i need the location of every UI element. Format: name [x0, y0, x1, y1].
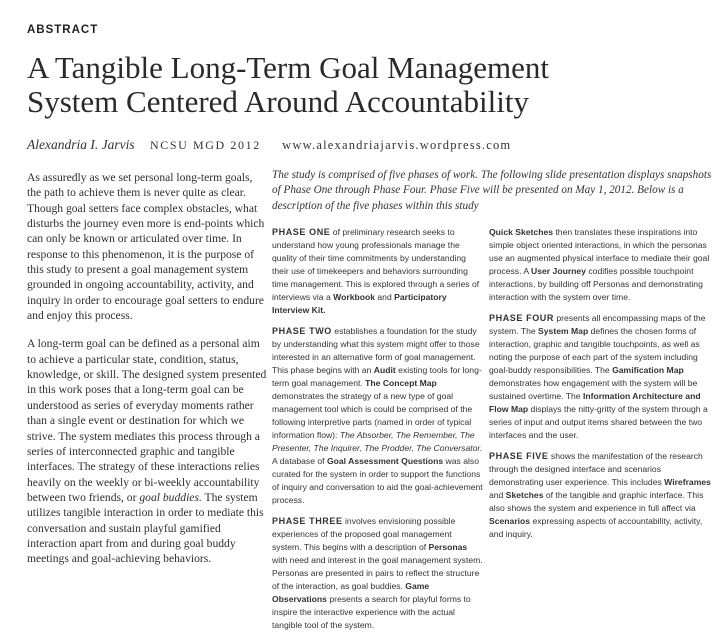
phase-three-bold-3: Quick Sketches	[489, 227, 554, 237]
phase-two-text-1: establishes a foundation for the study by understanding what this system might offer to those interested in an alternative form of goal management. This phase begins with an	[272, 326, 480, 375]
phase-three-start	[272, 515, 483, 632]
phases-column-1	[272, 226, 483, 640]
phase-five-text-3: of the tangible and graphic interface. This also shows the system and experience in full affect via	[489, 490, 704, 513]
phase-four-bold-3: Information Architecture and Flow Map	[489, 391, 701, 414]
phase-three-text-1: involves envisioning possible experiences of the proposed goal management system. This begins with a description of	[272, 516, 456, 552]
phase-one-bold-2: Participatory Interview Kit.	[272, 292, 447, 315]
phase-three-text-4: then translates these inspirations into simple object oriented interactions, in which the personas use an augmented physical interface to mediate their goal process. A	[489, 227, 710, 276]
phase-four-text-4: displays the nitty-gritty of the system through a series of input and output items shared between the two interfaces and the user.	[489, 404, 708, 440]
phase-five-text-1: shows the manifestation of the research through the designed interface and scenarios demonstrating user experience. This includes	[489, 451, 703, 487]
abstract-body	[27, 170, 267, 580]
phase-five-text-2: and	[489, 490, 506, 500]
phase-two-bold-3: Goal Assessment Questions	[326, 456, 444, 466]
phase-two-bold-2: The Concept Map	[365, 378, 437, 388]
phase-two-text-3: demonstrates the strategy of a new type of goal management tool which is could be comprised of the following interpretive parts (named in order of typical information flow):	[272, 391, 473, 440]
phase-three-label: PHASE THREE	[272, 516, 343, 526]
abstract-paragraph-2-a: A long-term goal can be defined as a personal aim to achieve a particular state, condition, status, knowledge, or skill. The designed system presented in this work poses that a long-term goal can be understood as series of everyday moments rather than a single event or destination for which we strive. The system mediates this process through a series of interconnected graphic and tangible interfaces. The strategy of these interactions relies heavily on the weekly or bi-weekly accountability between two friends, or	[27, 337, 267, 504]
phase-one-text-1: of preliminary research seeks to understand how young professionals manage the quality of their time commitments by understanding their use of timekeepers and behaviors surrounding time management. This is explored through a series of interviews via a	[272, 227, 480, 302]
phase-four-text-2: defines the chosen forms of interaction, graphic and tangible touchpoints, as well as noting the purpose of each part of the system including goal-buddy responsibilities. The	[489, 326, 700, 375]
phase-one	[272, 226, 483, 317]
study-intro: The study is comprised of five phases of work. The following slide presentation displays snapshots of Phase One through Phase Four. Phase Five will be presented on May 1, 2012. Below is a description of the five phases within this study	[272, 169, 712, 212]
phase-three-bold-2: Game Observations	[272, 581, 430, 604]
phase-three-text-3: presents a search for playful forms to inspire the interactive experience with the actual tangible tool of the system.	[272, 594, 471, 630]
phase-three-bold-4: User Journey	[531, 266, 586, 276]
abstract-paragraph-2	[27, 336, 267, 566]
phases-column-2	[489, 226, 715, 549]
phase-two-label: PHASE TWO	[272, 326, 332, 336]
phase-one-label: PHASE ONE	[272, 227, 331, 237]
abstract-paragraph-2-em: goal buddies.	[139, 490, 202, 504]
phase-five-bold-3: Scenarios	[489, 516, 531, 526]
phase-four-text-1: presents all encompassing maps of the system. The	[489, 313, 706, 336]
phase-five-bold-1: Wireframes	[664, 477, 711, 487]
phase-two	[272, 325, 483, 507]
phase-one-text-2: and	[375, 292, 395, 302]
phase-four-bold-2: Gamification Map	[612, 365, 684, 375]
phase-two-text-4: A database of	[272, 456, 327, 466]
phase-three-text-2: with need and interest in the goal management system. Personas are presented in pairs to reflect the structure of the interaction, as goal buddies.	[272, 555, 483, 591]
phase-three-bold-1: Personas	[428, 542, 468, 552]
byline	[27, 137, 511, 153]
phase-four-bold-1: System Map	[538, 326, 589, 336]
phase-three-text-5: codifies possible touchpoint interactions, by building off Personas and demonstrating interaction with the system over time.	[489, 266, 703, 302]
abstract-paragraph-1: As assuredly as we set personal long-term goals, the path to achieve them is never quite as clear. Though goal setters face complex obstacles, what disturbs the journey even more is end-points which can only be known or articulated over time. In response to this phenomenon, it is the purpose of this study to present a goal management system grounded in ongoing accountability, activity, and inquiry in order to encourage goal setters to endure and enjoy this process.	[27, 171, 265, 323]
phase-four	[489, 312, 715, 442]
phase-three-continued	[489, 226, 715, 304]
program-name: NCSU MGD 2012	[149, 138, 261, 152]
phase-five	[489, 450, 715, 541]
phase-one-bold-1: Workbook	[333, 292, 375, 302]
phase-two-text-5: was also curated for the system in order to support the functions of inquiry and conversation to aid the goal-achievement process.	[272, 456, 483, 505]
abstract-paragraph-2-b: The system utilizes tangible interaction in order to mediate this conversation and sustain playful gamified interaction apart from and during goal buddy meetings and goal-achieving behaviors.	[27, 490, 264, 566]
phase-five-label: PHASE FIVE	[489, 451, 549, 461]
page-title	[27, 51, 717, 119]
website-link[interactable]: www.alexandriajarvis.wordpress.com	[282, 138, 512, 152]
title-line-2: System Centered Around Accountability	[27, 84, 529, 119]
phase-two-text-2: existing tools for long-term goal management.	[272, 365, 482, 388]
phase-four-text-3: demonstrates how engagement with the system will be sustained overtime. The	[489, 378, 698, 401]
phase-two-italic-1: The Absorber, The Remember, The Presenter, The Inquirer, The Prodder, The Conversator.	[272, 430, 483, 453]
title-line-1: A Tangible Long-Term Goal Management	[27, 50, 549, 85]
phase-five-text-4: expressing aspects of accountability, activity, and inquiry.	[489, 516, 703, 539]
section-label: ABSTRACT	[27, 24, 99, 36]
phase-five-bold-2: Sketches	[505, 490, 544, 500]
phase-two-bold-1: Audit	[373, 365, 396, 375]
author-name: Alexandria I. Jarvis	[27, 137, 135, 152]
phase-four-label: PHASE FOUR	[489, 313, 555, 323]
